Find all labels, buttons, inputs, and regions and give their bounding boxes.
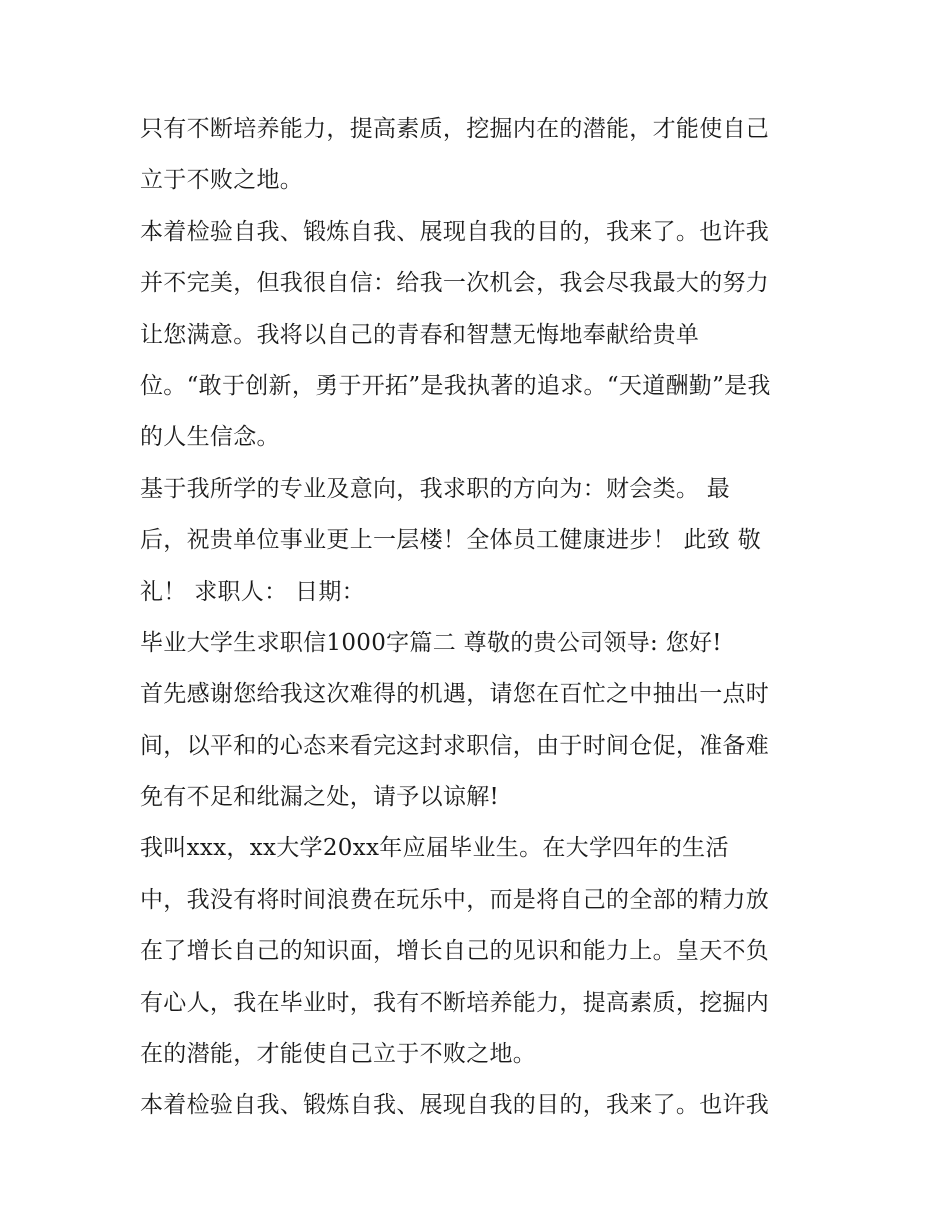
text-line: 有心人，我在毕业时，我有不断培养能力，提高素质，挖掘内 [140,989,770,1016]
text-line: 中，我没有将时间浪费在玩乐中，而是将自己的全部的精力放 [140,886,770,913]
text-line: 基于我所学的专业及意向，我求职的方向为：财会类。 最 [140,475,731,502]
text-line: 让您满意。我将以自己的青春和智慧无悔地奉献给贵单 [140,321,700,348]
text-line: 在了增长自己的知识面，增长自己的见识和能力上。皇天不负 [140,938,770,965]
text-line: 的人生信念。 [140,424,280,451]
text-line: 我叫xxx，xx大学20xx年应届毕业生。在大学四年的生活 [140,835,729,862]
text-line: 免有不足和纰漏之处，请予以谅解! [140,784,500,811]
text-line: 礼！ 求职人： 日期： [140,578,365,605]
text-line: 后，祝贵单位事业更上一层楼！全体员工健康进步！ 此致 敬 [140,527,762,554]
text-line: 立于不败之地。 [140,167,304,194]
text-line: 并不完美，但我很自信：给我一次机会，我会尽我最大的努力 [140,270,770,297]
text-line: 只有不断培养能力，提高素质，挖掘内在的潜能，才能使自己 [140,116,770,142]
text-line: 在的潜能，才能使自己立于不败之地。 [140,1041,537,1068]
text-line: 间，以平和的心态来看完这封求职信，由于时间仓促，准备难 [140,732,770,759]
text-line: 本着检验自我、锻炼自我、展现自我的目的，我来了。也许我 [140,218,770,245]
text-line: 本着检验自我、锻炼自我、展现自我的目的，我来了。也许我 [140,1092,770,1119]
text-line: 首先感谢您给我这次难得的机遇，请您在百忙之中抽出一点时 [140,681,770,708]
document-body [140,104,820,1132]
text-line: 位。“敢于创新，勇于开拓”是我执著的追求。“天道酬勤”是我 [140,372,771,399]
text-line: 毕业大学生求职信1000字篇二 尊敬的贵公司领导: 您好! [140,629,722,656]
